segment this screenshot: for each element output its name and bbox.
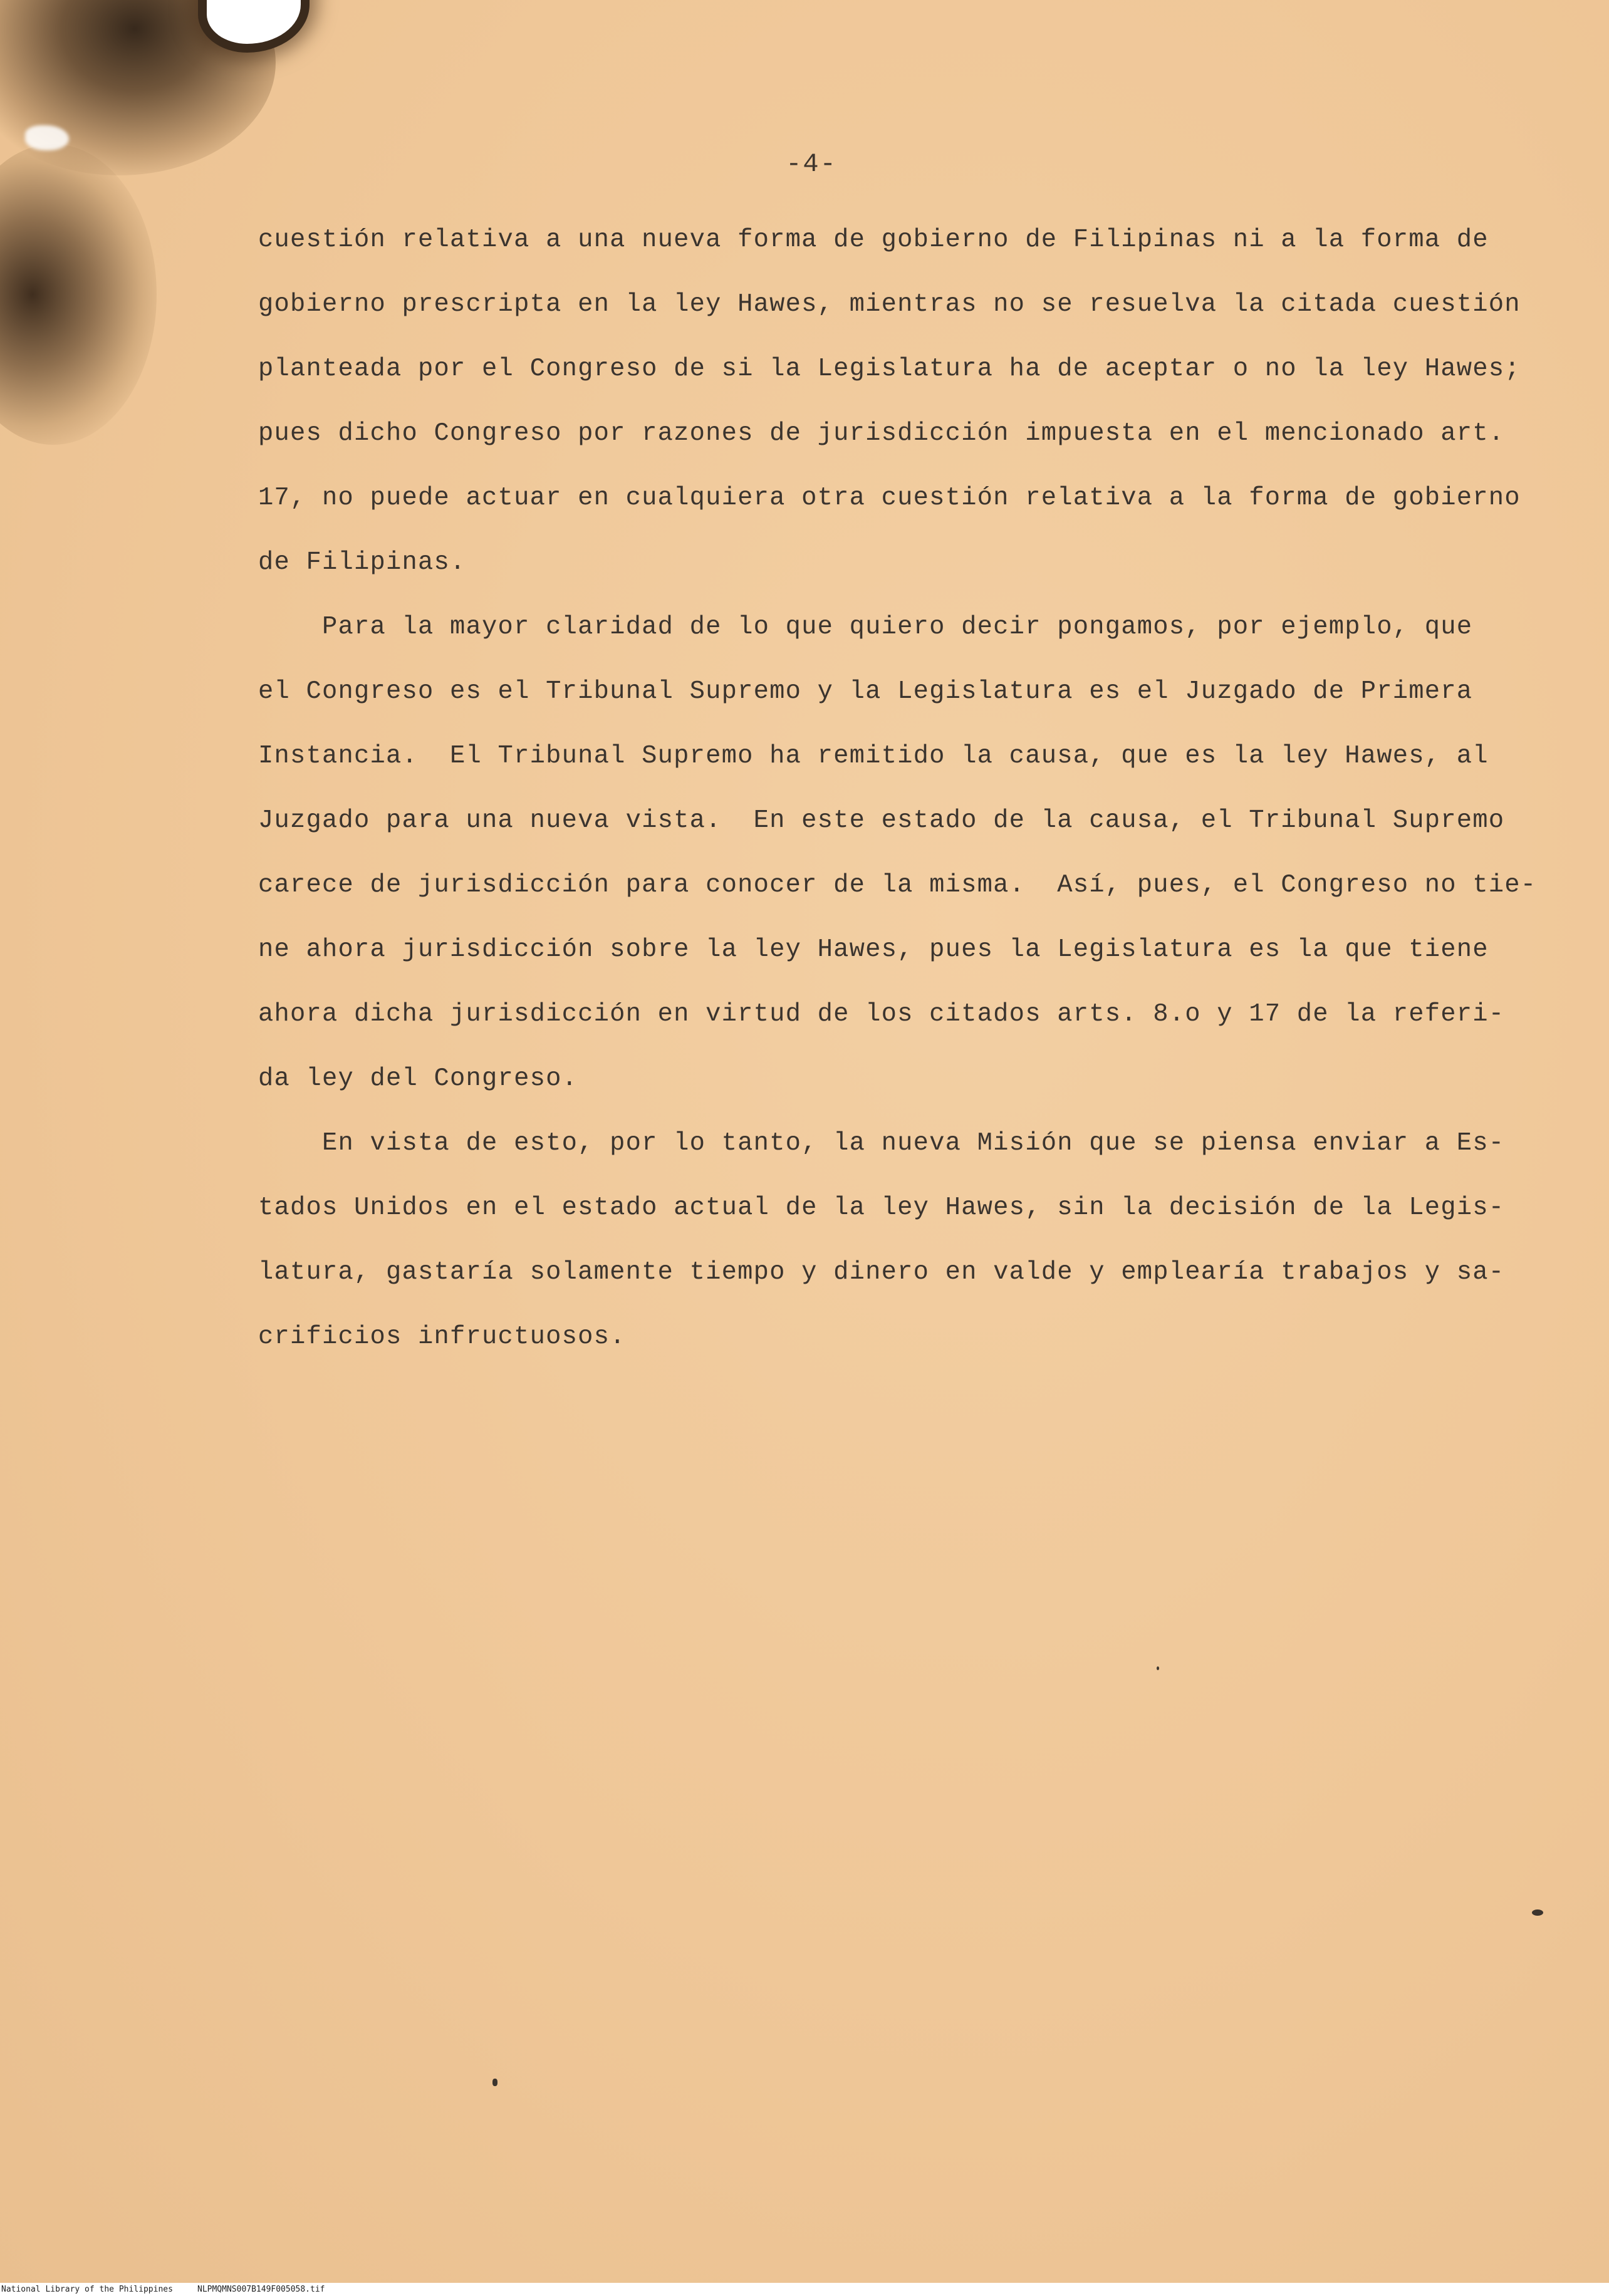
scan-footer bbox=[0, 2283, 1609, 2296]
footer-file-id: NLPMQMNS007B149F005058.tif bbox=[197, 2285, 325, 2294]
text-line: Para la mayor claridad de lo que quiero decir pongamos, por ejemplo, que bbox=[258, 613, 1473, 642]
text-line: de Filipinas. bbox=[258, 548, 466, 577]
ink-speck bbox=[492, 2079, 497, 2086]
text-line: pues dicho Congreso por razones de jurisdicción impuesta en el mencionado art. bbox=[258, 419, 1505, 448]
ink-speck bbox=[1157, 1666, 1159, 1670]
text-line: planteada por el Congreso de si la Legislatura ha de aceptar o no la ley Hawes; bbox=[258, 355, 1521, 383]
text-line: 17, no puede actuar en cualquiera otra cuestión relativa a la forma de gobierno bbox=[258, 484, 1521, 512]
text-line: Instancia. El Tribunal Supremo ha remitido la causa, que es la ley Hawes, al bbox=[258, 742, 1489, 771]
text-line: el Congreso es el Tribunal Supremo y la Legislatura es el Juzgado de Primera bbox=[258, 677, 1473, 706]
text-line: tados Unidos en el estado actual de la ley Hawes, sin la decisión de la Legis- bbox=[258, 1193, 1505, 1222]
stain-spot bbox=[25, 125, 69, 150]
text-line: crificios infructuosos. bbox=[258, 1322, 626, 1351]
footer-library-name: National Library of the Philippines bbox=[1, 2285, 173, 2294]
text-line: ne ahora jurisdicción sobre la ley Hawes, pues la Legislatura es la que tiene bbox=[258, 935, 1489, 964]
text-line: ahora dicha jurisdicción en virtud de los citados arts. 8.o y 17 de la referi- bbox=[258, 1000, 1505, 1029]
text-line: da ley del Congreso. bbox=[258, 1064, 578, 1093]
text-line: En vista de esto, por lo tanto, la nueva Misión que se piensa enviar a Es- bbox=[258, 1129, 1505, 1158]
typed-body-text bbox=[258, 208, 1537, 1369]
ink-speck bbox=[1532, 1909, 1543, 1916]
text-line: gobierno prescripta en la ley Hawes, mientras no se resuelva la citada cuestión bbox=[258, 290, 1521, 319]
text-line: Juzgado para una nueva vista. En este estado de la causa, el Tribunal Supremo bbox=[258, 806, 1505, 835]
page-number: -4- bbox=[786, 149, 837, 179]
text-line: latura, gastaría solamente tiempo y dinero en valde y emplearía trabajos y sa- bbox=[258, 1258, 1505, 1287]
burn-stain-left bbox=[0, 144, 157, 445]
text-line: cuestión relativa a una nueva forma de gobierno de Filipinas ni a la forma de bbox=[258, 226, 1489, 254]
text-line: carece de jurisdicción para conocer de la misma. Así, pues, el Congreso no tie- bbox=[258, 871, 1537, 900]
